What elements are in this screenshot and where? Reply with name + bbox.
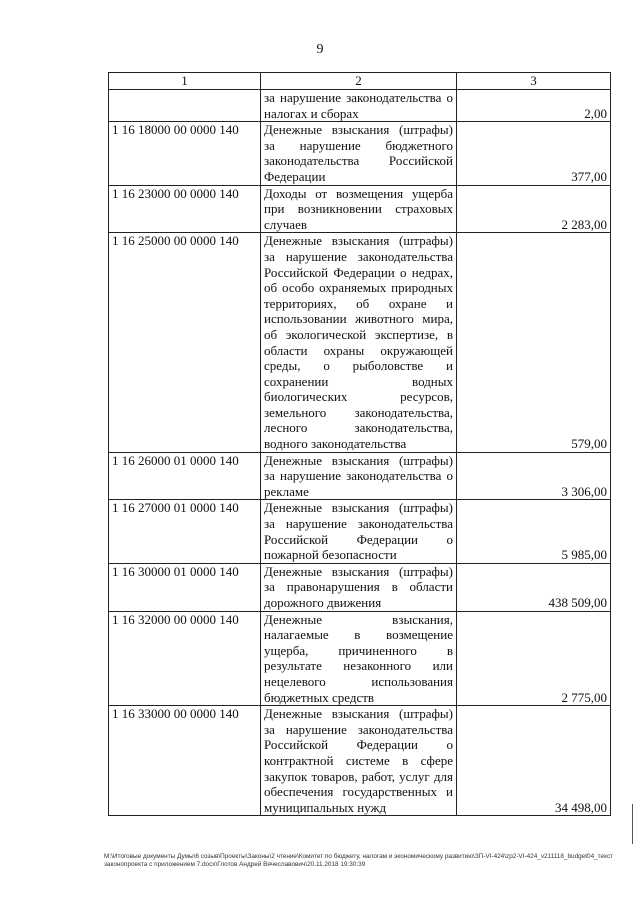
revenue-code-cell: 1 16 18000 00 0000 140 xyxy=(109,122,261,185)
table-row xyxy=(109,563,611,611)
revenue-code-cell: 1 16 26000 01 0000 140 xyxy=(109,452,261,500)
revenue-code-cell: 1 16 25000 00 0000 140 xyxy=(109,233,261,452)
table-header-row xyxy=(109,73,611,90)
table-row xyxy=(109,611,611,706)
revenue-name-cell: за нарушение законодательства о налогах и сборах xyxy=(261,90,457,122)
column-header-3: 3 xyxy=(457,73,611,90)
revenue-name-cell: Денежные взыскания, налагаемые в возмещение ущерба, причиненного в результате незаконного или нецелевого использования бюджетных средств xyxy=(261,611,457,706)
amount-cell: 2 283,00 xyxy=(457,185,611,233)
table-row xyxy=(109,90,611,122)
column-header-1: 1 xyxy=(109,73,261,90)
revenue-code-cell: 1 16 32000 00 0000 140 xyxy=(109,611,261,706)
revenue-name-cell: Денежные взыскания (штрафы) за нарушение законодательства Российской Федерации о недрах, об особо охраняемых природных территориях, об охране и использовании животного мира, об экологической экспертизе, в области охраны окружающей среды, о рыболовстве и сохранении водных биологических ресурсов, земельного законодательства, лесного законодательства, водного законодательства xyxy=(261,233,457,452)
scan-margin-line xyxy=(632,804,633,844)
amount-cell: 2,00 xyxy=(457,90,611,122)
table-row xyxy=(109,500,611,563)
table-row xyxy=(109,706,611,816)
revenue-code-cell: 1 16 33000 00 0000 140 xyxy=(109,706,261,816)
revenue-name-cell: Денежные взыскания (штрафы) за нарушение законодательства о рекламе xyxy=(261,452,457,500)
budget-table xyxy=(108,72,611,816)
revenue-name-cell: Доходы от возмещения ущерба при возникновении страховых случаев xyxy=(261,185,457,233)
amount-cell: 34 498,00 xyxy=(457,706,611,816)
amount-cell: 579,00 xyxy=(457,233,611,452)
revenue-name-cell: Денежные взыскания (штрафы) за правонарушения в области дорожного движения xyxy=(261,563,457,611)
amount-cell: 377,00 xyxy=(457,122,611,185)
revenue-name-cell: Денежные взыскания (штрафы) за нарушение законодательства Российской Федерации о контрактной системе в сфере закупок товаров, работ, услуг для обеспечения государственных и муниципальных нужд xyxy=(261,706,457,816)
table-row xyxy=(109,185,611,233)
revenue-code-cell: 1 16 23000 00 0000 140 xyxy=(109,185,261,233)
document-file-path-footer: M:\Итоговые документы Думы\6 созыв\Проекты\Законы\2 чтение\Комитет по бюджету, налогам и экономическому развитию\ЗП-VI-424\zp2-VI-424_v211118_budget04_текст законопроекта с приложением 7.docx\Глотов Андрей Вячеславович\20.11.2018 19:30:39 xyxy=(104,853,614,868)
table-row xyxy=(109,233,611,452)
page-number: 9 xyxy=(316,42,324,57)
revenue-code-cell: 1 16 30000 01 0000 140 xyxy=(109,563,261,611)
revenue-code-cell xyxy=(109,90,261,122)
amount-cell: 438 509,00 xyxy=(457,563,611,611)
revenue-name-cell: Денежные взыскания (штрафы) за нарушение бюджетного законодательства Российской Федерации xyxy=(261,122,457,185)
revenue-code-cell: 1 16 27000 01 0000 140 xyxy=(109,500,261,563)
amount-cell: 2 775,00 xyxy=(457,611,611,706)
column-header-2: 2 xyxy=(261,73,457,90)
table-row xyxy=(109,122,611,185)
table-row xyxy=(109,452,611,500)
amount-cell: 3 306,00 xyxy=(457,452,611,500)
revenue-name-cell: Денежные взыскания (штрафы) за нарушение законодательства Российской Федерации о пожарной безопасности xyxy=(261,500,457,563)
amount-cell: 5 985,00 xyxy=(457,500,611,563)
